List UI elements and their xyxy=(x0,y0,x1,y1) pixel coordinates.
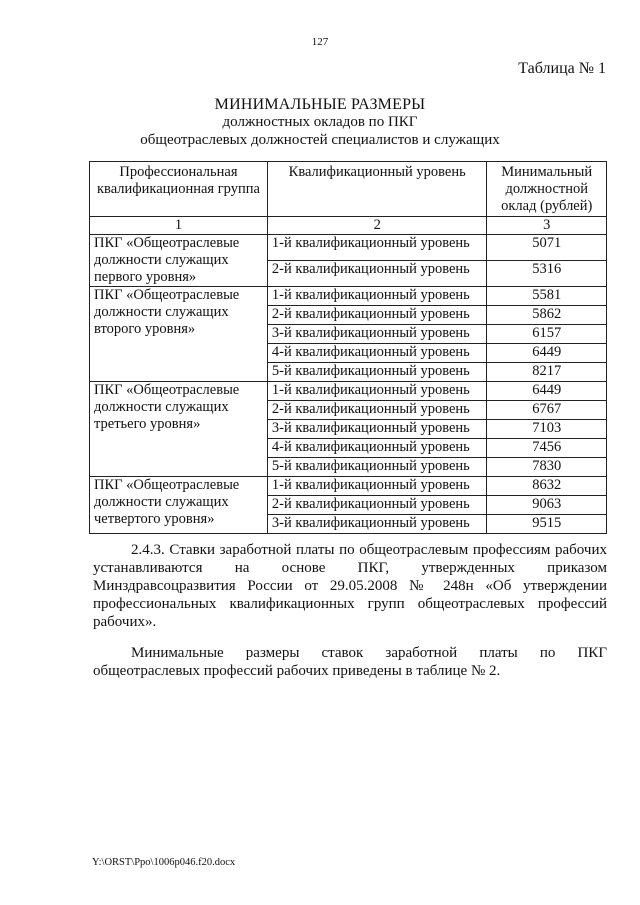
level-cell: 2-й квалификационный уровень xyxy=(267,401,487,420)
level-cell: 4-й квалификационный уровень xyxy=(267,344,487,363)
level-cell: 1-й квалификационный уровень xyxy=(267,287,487,306)
table-row xyxy=(90,382,607,401)
salary-cell: 7103 xyxy=(487,420,607,439)
index-cell: 2 xyxy=(267,217,487,235)
level-cell: 1-й квалификационный уровень xyxy=(267,382,487,401)
salary-cell: 5071 xyxy=(487,235,607,261)
paragraph-2-4-3 xyxy=(93,541,607,631)
salary-cell: 5316 xyxy=(487,261,607,287)
level-cell: 2-й квалификационный уровень xyxy=(267,261,487,287)
level-cell: 4-й квалификационный уровень xyxy=(267,439,487,458)
salary-cell: 9515 xyxy=(487,515,607,534)
header-salary: Минимальный должностной оклад (рублей) xyxy=(487,162,607,217)
level-cell: 3-й квалификационный уровень xyxy=(267,325,487,344)
salary-cell: 8632 xyxy=(487,477,607,496)
salary-cell: 9063 xyxy=(487,496,607,515)
salary-cell: 6449 xyxy=(487,344,607,363)
salary-table xyxy=(89,161,607,534)
salary-cell: 6767 xyxy=(487,401,607,420)
level-cell: 1-й квалификационный уровень xyxy=(267,235,487,261)
salary-cell: 7830 xyxy=(487,458,607,477)
index-cell: 3 xyxy=(487,217,607,235)
level-cell: 1-й квалификационный уровень xyxy=(267,477,487,496)
salary-cell: 6449 xyxy=(487,382,607,401)
table-row xyxy=(90,287,607,306)
salary-cell: 6157 xyxy=(487,325,607,344)
salary-cell: 5581 xyxy=(487,287,607,306)
table-label: Таблица № 1 xyxy=(518,60,606,77)
page-number: 127 xyxy=(311,36,329,48)
header-group: Профессиональная квалификационная группа xyxy=(90,162,268,217)
salary-cell: 8217 xyxy=(487,363,607,382)
table-subtitle-1: должностных окладов по ПКГ xyxy=(222,114,418,130)
table-title: МИНИМАЛЬНЫЕ РАЗМЕРЫ xyxy=(214,96,426,113)
table-row xyxy=(90,477,607,496)
level-cell: 5-й квалификационный уровень xyxy=(267,458,487,477)
footer-file-path: Y:\ORST\Ppo\1006p046.f20.docx xyxy=(92,857,236,868)
level-cell: 2-й квалификационный уровень xyxy=(267,306,487,325)
level-cell: 2-й квалификационный уровень xyxy=(267,496,487,515)
table-header-row xyxy=(90,162,607,217)
salary-cell: 5862 xyxy=(487,306,607,325)
level-cell: 3-й квалификационный уровень xyxy=(267,515,487,534)
table-subtitle-2: общеотраслевых должностей специалистов и служащих xyxy=(140,132,500,148)
group-name-cell: ПКГ «Общеотраслевые должности служащих третьего уровня» xyxy=(90,382,268,477)
header-level: Квалификационный уровень xyxy=(267,162,487,217)
index-cell: 1 xyxy=(90,217,268,235)
group-name-cell: ПКГ «Общеотраслевые должности служащих первого уровня» xyxy=(90,235,268,287)
salary-cell: 7456 xyxy=(487,439,607,458)
paragraph-min-rates xyxy=(93,644,607,680)
table-body xyxy=(90,217,607,534)
level-cell: 5-й квалификационный уровень xyxy=(267,363,487,382)
paragraph-1-text: 2.4.3. Ставки заработной платы по общеотраслевым профессиям рабочих устанавливаются на основе ПКГ, утвержденных приказом Минздравсоцразвития России от 29.05.2008 № 248н «Об утверждении профессиональных квалификационных групп общеотраслевых профессий рабочих». xyxy=(93,542,607,630)
table-row xyxy=(90,235,607,261)
group-name-cell: ПКГ «Общеотраслевые должности служащих четвертого уровня» xyxy=(90,477,268,534)
group-name-cell: ПКГ «Общеотраслевые должности служащих второго уровня» xyxy=(90,287,268,382)
table-index-row xyxy=(90,217,607,235)
paragraph-2-text: Минимальные размеры ставок заработной платы по ПКГ общеотраслевых профессий рабочих приведены в таблице № 2. xyxy=(93,645,607,679)
level-cell: 3-й квалификационный уровень xyxy=(267,420,487,439)
